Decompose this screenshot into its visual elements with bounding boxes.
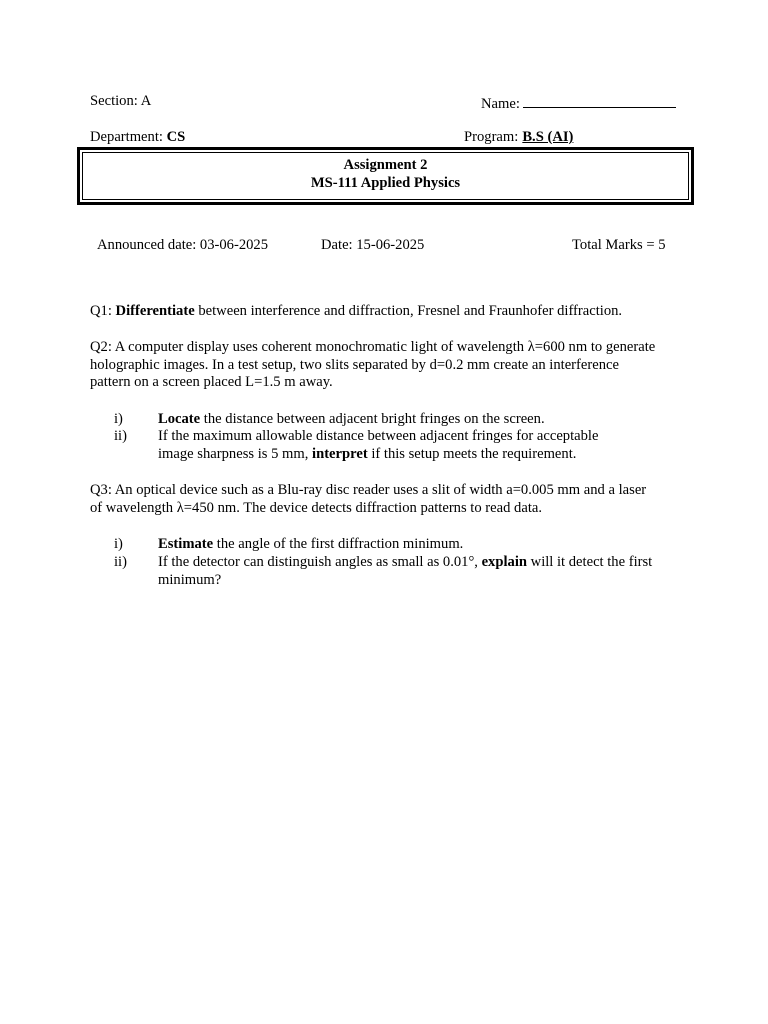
- q3-part-ii-number: ii): [114, 554, 127, 570]
- q3-part-ii-line-1-post: will it detect the first: [527, 554, 653, 570]
- due-date: Date: 15-06-2025: [321, 237, 425, 253]
- course-title: MS-111 Applied Physics: [310, 174, 461, 191]
- question-1: [90, 303, 690, 321]
- q2-part-ii-line-2-pre: image sharpness is 5 mm,: [158, 445, 313, 462]
- assignment-title: Assignment 2: [343, 157, 428, 173]
- section-value: A: [140, 93, 152, 109]
- q3-line-2: of wavelength λ=450 nm. The device detects diffraction patterns to read data.: [90, 499, 543, 516]
- q1-prefix: Q1:: [90, 303, 116, 319]
- title-box: [77, 147, 694, 205]
- q3-part-i-text: the angle of the first diffraction minimum.: [213, 536, 464, 552]
- q3-part-i-number: i): [114, 536, 123, 552]
- question-2: [90, 339, 690, 392]
- q2-line-2: holographic images. In a test setup, two slits separated by d=0.2 mm create an interference: [90, 356, 619, 373]
- q2-part-ii-number: ii): [114, 428, 127, 444]
- department-field: [90, 129, 185, 147]
- q2-part-i-keyword: Locate: [158, 411, 201, 427]
- q2-part-ii-line-1: If the maximum allowable distance between adjacent fringes for acceptable: [158, 428, 599, 444]
- question-3: [90, 482, 690, 517]
- department-label: Department:: [90, 129, 163, 145]
- q3-part-ii-keyword: explain: [481, 554, 527, 570]
- total-marks: Total Marks = 5: [572, 237, 666, 253]
- name-blank-line[interactable]: [523, 93, 676, 108]
- q3-part-i-keyword: Estimate: [158, 536, 214, 552]
- announced-date: Announced date: 03-06-2025: [97, 237, 269, 253]
- q2-part-i-number: i): [114, 411, 123, 427]
- name-label: Name:: [481, 96, 520, 112]
- q3-line-1: Q3: An optical device such as a Blu-ray disc reader uses a slit of width a=0.005 mm and a laser: [90, 482, 647, 498]
- section-field: [90, 93, 151, 111]
- q2-part-ii-keyword: interpret: [312, 445, 368, 462]
- q2-part-i-text: the distance between adjacent bright fringes on the screen.: [200, 411, 545, 427]
- department-value: CS: [166, 129, 186, 145]
- name-field: [481, 93, 676, 114]
- program-value: B.S (AI): [522, 129, 574, 145]
- q1-text: between interference and diffraction, Fresnel and Fraunhofer diffraction.: [194, 303, 623, 319]
- q1-keyword: Differentiate: [115, 303, 195, 319]
- section-label: Section:: [90, 93, 138, 109]
- q2-line-1: Q2: A computer display uses coherent monochromatic light of wavelength λ=600 nm to generate: [90, 339, 656, 355]
- q3-part-ii-line-1-pre: If the detector can distinguish angles as small as 0.01°,: [158, 554, 482, 570]
- program-field: [464, 129, 573, 147]
- q2-part-ii-line-2-post: if this setup meets the requirement.: [367, 445, 577, 462]
- q2-line-3: pattern on a screen placed L=1.5 m away.: [90, 374, 333, 390]
- q3-part-ii-line-2: minimum?: [158, 571, 222, 588]
- title-inner-border: [82, 152, 689, 200]
- program-label: Program:: [464, 129, 519, 145]
